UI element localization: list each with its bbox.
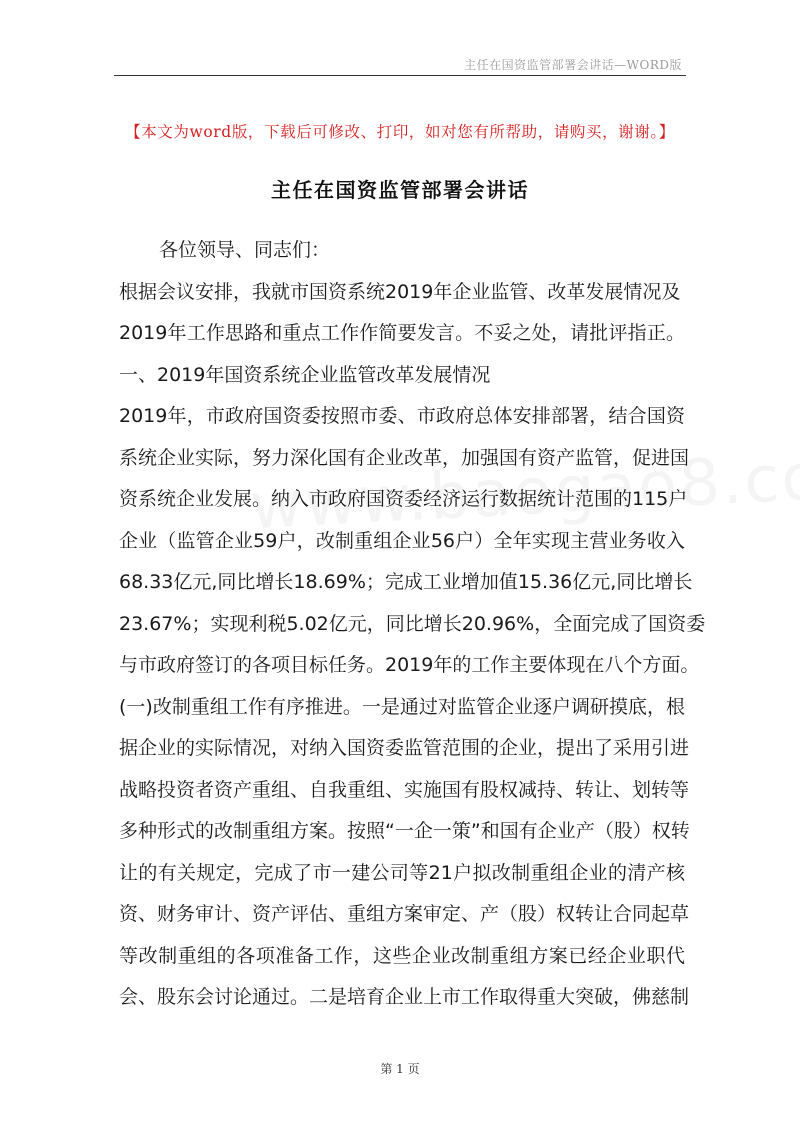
body-line: 会、股东会讨论通过。二是培育企业上市工作取得重大突破，佛慈制 [119, 986, 690, 1008]
document-title: 主任在国资监管部署会讲话 [271, 178, 529, 202]
header-rule [114, 75, 686, 76]
body-line: 资系统企业发展。纳入市政府国资委经济运行数据统计范围的115户 [119, 488, 688, 510]
running-header: 主任在国资监管部署会讲话—WORD版 [464, 58, 682, 72]
body-line: (一)改制重组工作有序推进。一是通过对监管企业逐户调研摸底，根 [119, 695, 685, 718]
body-line: 根据会议安排，我就市国资系统2019年企业监管、改革发展情况及 [119, 280, 681, 303]
greeting-line: 各位领导、同志们： [159, 239, 331, 261]
body-line: 系统企业实际，努力深化国有企业改革，加强国有资产监管，促进国 [119, 446, 690, 469]
purchase-notice: 【本文为word版，下载后可修改、打印，如对您有所帮助，请购买，谢谢。】 [125, 123, 675, 141]
body-line: 与市政府签订的各项目标任务。2019年的工作主要体现在八个方面。 [119, 654, 700, 676]
body-line: 2019年，市政府国资委按照市委、市政府总体安排部署，结合国资 [119, 405, 685, 427]
body-line: 让的有关规定，完成了市一建公司等21户拟改制重组企业的清产核 [119, 861, 685, 884]
section-heading: 一、2019年国资系统企业监管改革发展情况 [119, 363, 491, 386]
page-number: 第 1 页 [380, 1062, 420, 1076]
document-body [119, 230, 706, 1019]
body-line: 据企业的实际情况，对纳入国资委监管范围的企业，提出了采用引进 [119, 737, 690, 759]
body-line: 等改制重组的各项准备工作，这些企业改制重组方案已经企业职代 [119, 944, 685, 967]
body-line: 2019年工作思路和重点工作作简要发言。不妥之处，请批评指正。 [119, 322, 685, 344]
body-line: 战略投资者资产重组、自我重组、实施国有股权减持、转让、划转等 [119, 778, 690, 801]
body-line: 企业（监管企业59户，改制重组企业56户）全年实现主营业务收入 [119, 529, 685, 552]
body-line: 23.67%；实现利税5.02亿元，同比增长20.96%，全面完成了国资委 [119, 612, 706, 635]
body-line: 资、财务审计、资产评估、重组方案审定、产（股）权转让合同起草 [119, 903, 690, 925]
body-line: 多种形式的改制重组方案。按照“一企一策”和国有企业产（股）权转 [119, 820, 690, 842]
body-line: 68.33亿元,同比增长18.69%；完成工业增加值15.36亿元,同比增长 [119, 571, 693, 593]
